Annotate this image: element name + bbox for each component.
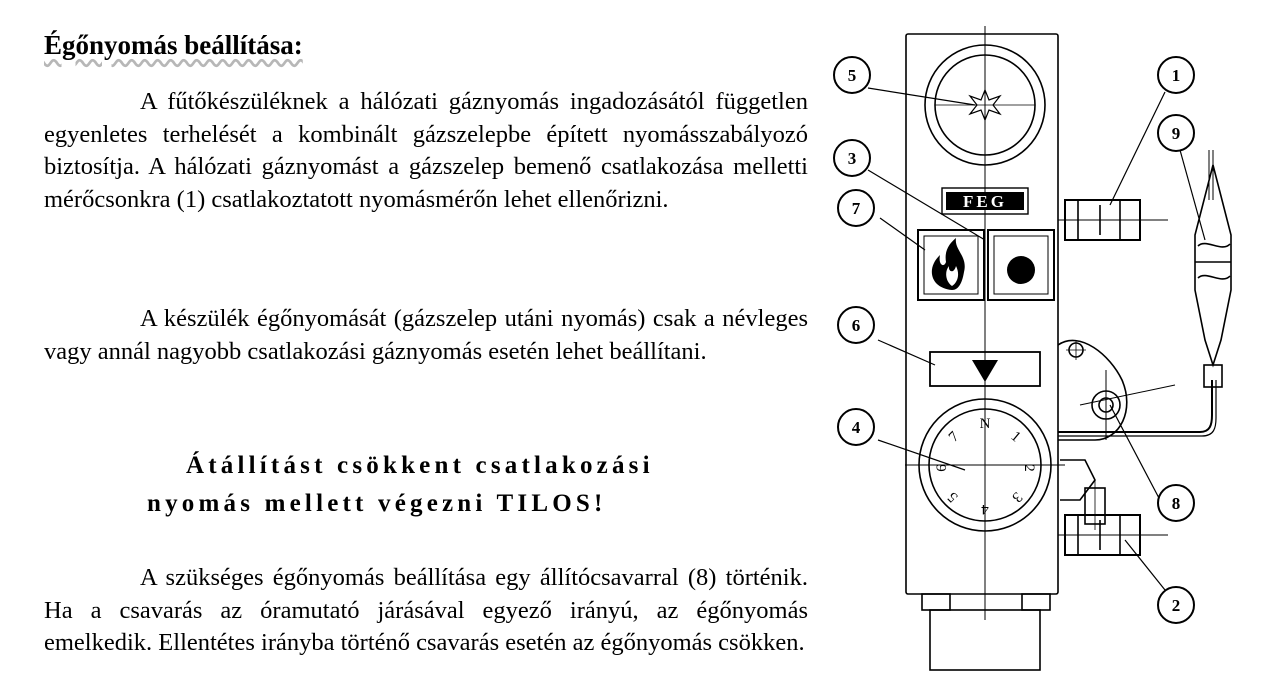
- warning-line-1: Átállítást csökkent csatlakozási: [186, 452, 654, 479]
- paragraph-adjust-screw: A szükséges égőnyomás beállítása egy állítócsavarral (8) történik. Ha a csavarás az óramutató járásával egyező irányú, az égőnyomás emelkedik. Ellentétes irányba történő csavarás esetén az égőnyomás csökken.: [44, 564, 808, 656]
- callout-1: 1: [1171, 66, 1181, 85]
- gas-valve-diagram: [820, 20, 1240, 690]
- callout-3: 3: [847, 149, 857, 168]
- dial-label-6: 6: [934, 464, 950, 472]
- callout-8: 8: [1171, 494, 1181, 513]
- callout-2: 2: [1171, 596, 1181, 615]
- stop-icon: [1007, 256, 1035, 284]
- dial-label-7: 7: [945, 428, 963, 446]
- dial-label-n: N: [979, 416, 991, 432]
- dial-label-2: 2: [1021, 464, 1037, 472]
- paragraph-adjust-condition: A készülék égőnyomását (gázszelep utáni nyomás) csak a névleges vagy annál nagyobb csatlakozási gáznyomás esetén lehet beállítani.: [44, 305, 808, 365]
- section-title: Égőnyomás beállítása:: [44, 30, 303, 60]
- callout-5: 5: [847, 66, 857, 85]
- dial-label-5: 5: [944, 488, 962, 506]
- dial-label-3: 3: [1008, 488, 1026, 506]
- svg-text:FEG: FEG: [963, 192, 1007, 211]
- regulator-housing: [1058, 340, 1127, 440]
- thermocouple-tube: [1058, 380, 1212, 432]
- callout-9: 9: [1171, 124, 1181, 143]
- indicator-arrow: [972, 360, 998, 382]
- paragraph-intro: A fűtőkészüléknek a hálózati gáznyomás ingadozásától független egyenletes terhelését a kombinált gázszelepbe épített nyomásszabályozó biztosítja. A hálózati gáznyomást a gázszelep bemenő csatlakozása melletti mérőcsonkra (1) csatlakoztatott nyomásmérőn lehet ellenőrizni.: [44, 88, 808, 213]
- dial-label-1: 1: [1007, 428, 1024, 446]
- callout-4: 4: [851, 418, 861, 437]
- flame-icon: [932, 238, 965, 290]
- callout-7: 7: [851, 199, 861, 218]
- dial-label-4: 4: [981, 501, 989, 517]
- feg-logo: [942, 188, 1028, 214]
- callout-6: 6: [851, 316, 861, 335]
- warning-line-2: nyomás mellett végezni TILOS!: [147, 490, 607, 517]
